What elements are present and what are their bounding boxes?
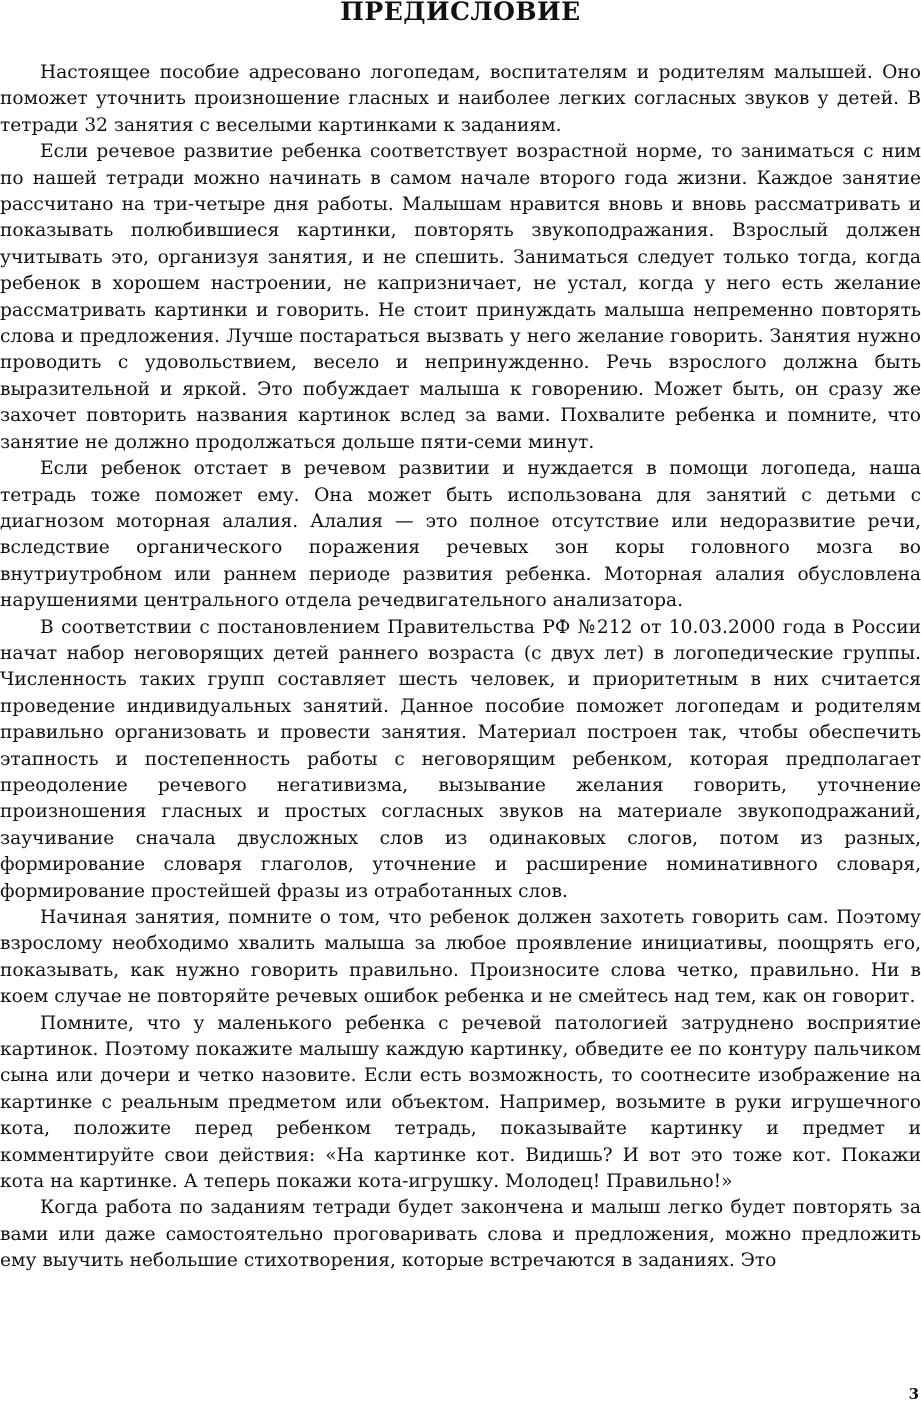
paragraph-6: Помните, что у маленького ребенка с речевой патологией затруднено восприятие картинок. Поэтому покажите малышу каждую картинку, обведите ее по контуру пальчиком сына или дочери и четко назовите. Если есть возможность, то соотнесите изображение на картинке с реальным предметом или объектом. Например, возьмите в руки игрушечного кота, положите перед ребенком тетрадь, показывайте картинку и предмет и комментируйте свои действия: «На картинке кот. Видишь? И вот это тоже кот. Покажи кота на картинке. А теперь покажи кота-игрушку. Молодец! Правильно!» xyxy=(0,1012,921,1193)
page-title: ПРЕДИСЛОВИЕ xyxy=(340,0,581,26)
paragraph-7: Когда работа по заданиям тетради будет закончена и малыш легко будет повторять за вами или даже самостоятельно проговаривать слова и предложения, можно предложить ему выучить небольшие стихотворения, которые встречаются в заданиях. Это xyxy=(0,1197,921,1272)
paragraph-5: Начиная занятия, помните о том, что ребенок должен захотеть говорить сам. Поэтому взрослому необходимо хвалить малыша за любое проявление инициативы, поощрять его, показывать, как нужно говорить правильно. Произносите слова четко, правильно. Ни в коем случае не повторяйте речевых ошибок ребенка и не смейтесь над тем, как он говорит. xyxy=(0,907,921,1008)
paragraph-4: В соответствии с постановлением Правительства РФ №212 от 10.03.2000 года в России начат набор неговорящих детей раннего возраста (с двух лет) в логопедические группы. Численность таких групп составляет шесть человек, и приоритетным в них считается проведение индивидуальных занятий. Данное пособие поможет логопедам и родителям правильно организовать и провести занятия. Материал построен так, чтобы обеспечить этапность и постепенность работы с неговорящим ребенком, которая предполагает преодоление речевого негативизма, вызывание желания говорить, уточнение произношения гласных и простых согласных звуков на материале звукоподражаний, заучивание сначала двусложных слов из одинаковых слогов, потом из разных, формирование словаря глаголов, уточнение и расширение номинативного словаря, формирование простейшей фразы из отработанных слов. xyxy=(0,616,921,902)
paragraph-2: Если речевое развитие ребенка соответствует возрастной норме, то заниматься с ним по нашей тетради можно начинать в самом начале второго года жизни. Каждое занятие рассчитано на три-четыре дня работы. Малышам нравится вновь и вновь рассматривать и показывать полюбившиеся картинки, повторять звукоподражания. Взрослый должен учитывать это, организуя занятия, и не спешить. Заниматься следует только тогда, когда ребенок в хорошем настроении, не капризничает, не устал, когда у него есть желание рассматривать картинки и говорить. Не стоит принуждать малыша непременно повторять слова и предложения. Лучше постараться вызвать у него желание говорить. Занятия нужно проводить с удовольствием, весело и непринужденно. Речь взрослого должна быть выразительной и яркой. Это побуждает малыша к говорению. Может быть, он сразу же захочет повторить названия картинок вслед за вами. Похвалите ребенка и помните, что занятие не должно продолжаться дольше пяти-семи минут. xyxy=(0,141,921,453)
body-text xyxy=(0,60,921,1275)
paragraph-1: Настоящее пособие адресовано логопедам, воспитателям и родителям малышей. Оно поможет уточнить произношение гласных и наиболее легких согласных звуков у детей. В тетради 32 занятия с веселыми картинками к заданиям. xyxy=(0,62,921,136)
paragraph-3: Если ребенок отстает в речевом развитии и нуждается в помощи логопеда, наша тетрадь тоже поможет ему. Она может быть использована для занятий с детьми с диагнозом моторная алалия. Алалия — это полное отсутствие или недоразвитие речи, вследствие органического поражения речевых зон коры головного мозга во внутриутробном или раннем периоде развития ребенка. Моторная алалия обусловлена нарушениями центрального отдела речедвигательного анализатора. xyxy=(0,458,921,612)
page-number: 3 xyxy=(908,1385,919,1403)
